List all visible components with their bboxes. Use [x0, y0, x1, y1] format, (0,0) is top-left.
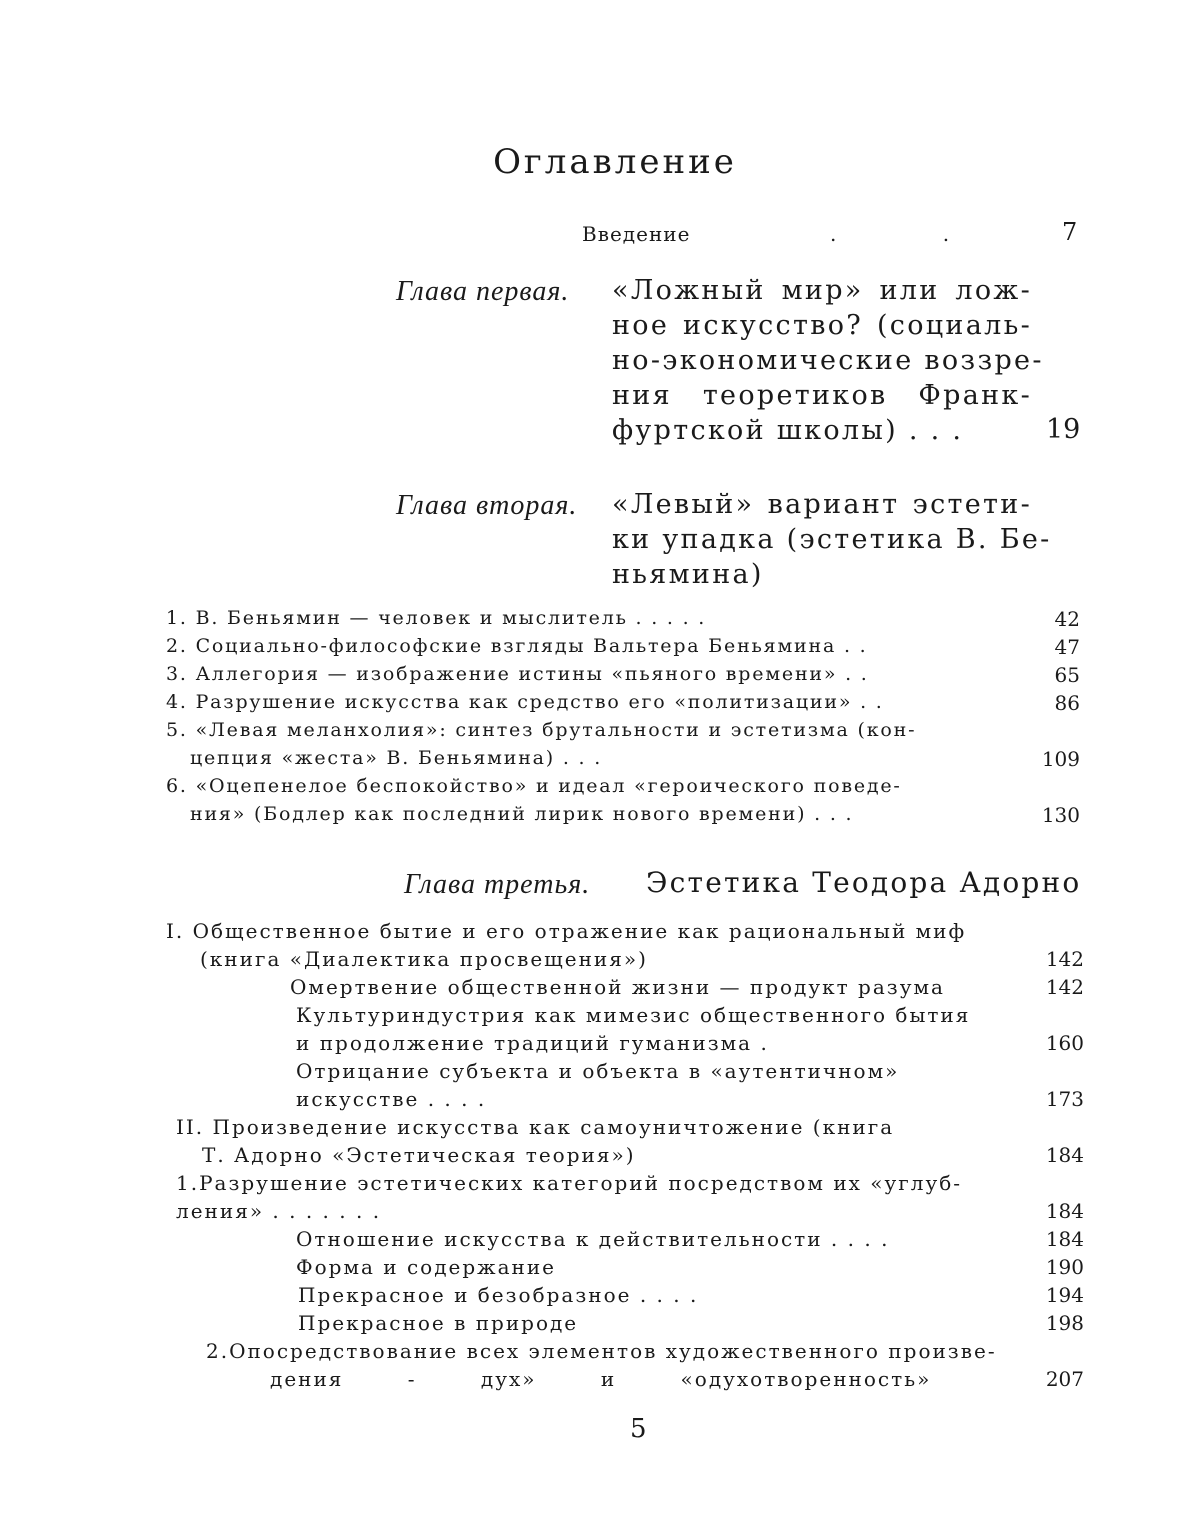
chapter2-title-line: ки упадка (эстетика В. Бе- [612, 524, 1052, 555]
toc-entry-text: искусстве . . . . [296, 1087, 487, 1111]
chapter1-title-line: но-экономические воззре- [612, 345, 1044, 376]
toc-entry-page: 198 [1045, 1311, 1084, 1335]
page-title: Оглавление [493, 142, 737, 182]
toc-entry-page: 109 [1041, 747, 1080, 771]
toc-entry-text: Отрицание субъекта и объекта в «аутентичном» [296, 1059, 900, 1083]
toc-entry-text: дения - дух» и «одухотворенность» [270, 1367, 932, 1391]
chapter1-title-line: фуртской школы) . . . [612, 415, 964, 446]
toc-entry-text: 4. Разрушение искусства как средство его «политизации» . . [166, 691, 884, 713]
chapter1-label: Глава первая. [396, 276, 570, 307]
toc-entry-text: Форма и содержание [296, 1255, 556, 1279]
toc-entry-page: 184 [1045, 1227, 1084, 1251]
toc-entry-text: 1. В. Беньямин — человек и мыслитель . . . . . [166, 607, 707, 629]
toc-entry-text: I. Общественное бытие и его отражение как рациональный миф [166, 919, 967, 943]
chapter1-title-line: ния теоретиков Франк- [612, 380, 1032, 411]
chapter3-label: Глава третья. [404, 869, 591, 900]
toc-entry-text: 6. «Оцепенелое беспокойство» и идеал «героического поведе- [166, 775, 902, 797]
toc-entry-page: 86 [1054, 691, 1080, 715]
toc-entry-text: 1.Разрушение эстетических категорий посредством их «углуб- [176, 1171, 963, 1195]
chapter1-page: 19 [1046, 414, 1081, 445]
toc-entry-text: 3. Аллегория — изображение истины «пьяного времени» . . [166, 663, 869, 685]
toc-entry-page: 190 [1045, 1255, 1084, 1279]
intro-dots: . . [830, 222, 1000, 246]
chapter2-title [612, 487, 1052, 592]
toc-entry-text: ния» (Бодлер как последний лирик нового времени) . . . [190, 803, 854, 825]
toc-entry-text: цепция «жеста» В. Беньямина) . . . [190, 747, 603, 769]
toc-entry-text: и продолжение традиций гуманизма . [296, 1031, 769, 1055]
chapter2-title-line: ньямина) [612, 559, 764, 590]
toc-entry-text: Прекрасное в природе [298, 1311, 579, 1335]
chapter1-title-line: ное искусство? (социаль- [612, 310, 1032, 341]
toc-entry-text: (книга «Диалектика просвещения») [200, 947, 648, 971]
intro-page: 7 [1062, 218, 1078, 246]
toc-entry-page: 65 [1054, 663, 1080, 687]
chapter1-title-line: «Ложный мир» или лож- [612, 275, 1032, 306]
page-number: 5 [630, 1414, 647, 1444]
toc-entry-page: 207 [1045, 1367, 1084, 1391]
toc-entry-text: ления» . . . . . . . [176, 1199, 382, 1223]
toc-entry-page: 173 [1045, 1087, 1084, 1111]
toc-entry-text: Культуриндустрия как мимезис общественного бытия [296, 1003, 971, 1027]
toc-entry-page: 160 [1045, 1031, 1084, 1055]
toc-entry-page: 130 [1041, 803, 1080, 827]
chapter2-label: Глава вторая. [396, 490, 578, 521]
toc-entry-page: 47 [1054, 635, 1080, 659]
toc-entry-text: Прекрасное и безобразное . . . . [298, 1283, 699, 1307]
toc-entry-text: 2.Опосредствование всех элементов художественного произве- [206, 1339, 997, 1363]
chapter3-title: Эстетика Теодора Адорно [646, 866, 1082, 899]
toc-entry-page: 184 [1045, 1143, 1084, 1167]
toc-entry-page: 194 [1045, 1283, 1084, 1307]
toc-entry-page: 184 [1045, 1199, 1084, 1223]
chapter1-title [612, 273, 1044, 448]
toc-entry-text: Отношение искусства к действительности . . . . [296, 1227, 890, 1251]
toc-entry-page: 142 [1045, 947, 1084, 971]
toc-entry-text: II. Произведение искусства как самоуничтожение (книга [176, 1115, 895, 1139]
toc-entry-text: Омертвение общественной жизни — продукт разума [290, 975, 945, 999]
toc-entry-text: 5. «Левая меланхолия»: синтез брутальности и эстетизма (кон- [166, 719, 917, 741]
toc-entry-text: 2. Социально-философские взгляды Вальтера Беньямина . . [166, 635, 868, 657]
chapter2-title-line: «Левый» вариант эстети- [612, 489, 1032, 520]
toc-entry-page: 142 [1045, 975, 1084, 999]
toc-entry-page: 42 [1054, 607, 1080, 631]
toc-entry-text: Т. Адорно «Эстетическая теория») [202, 1143, 636, 1167]
intro-label: Введение [582, 222, 691, 246]
